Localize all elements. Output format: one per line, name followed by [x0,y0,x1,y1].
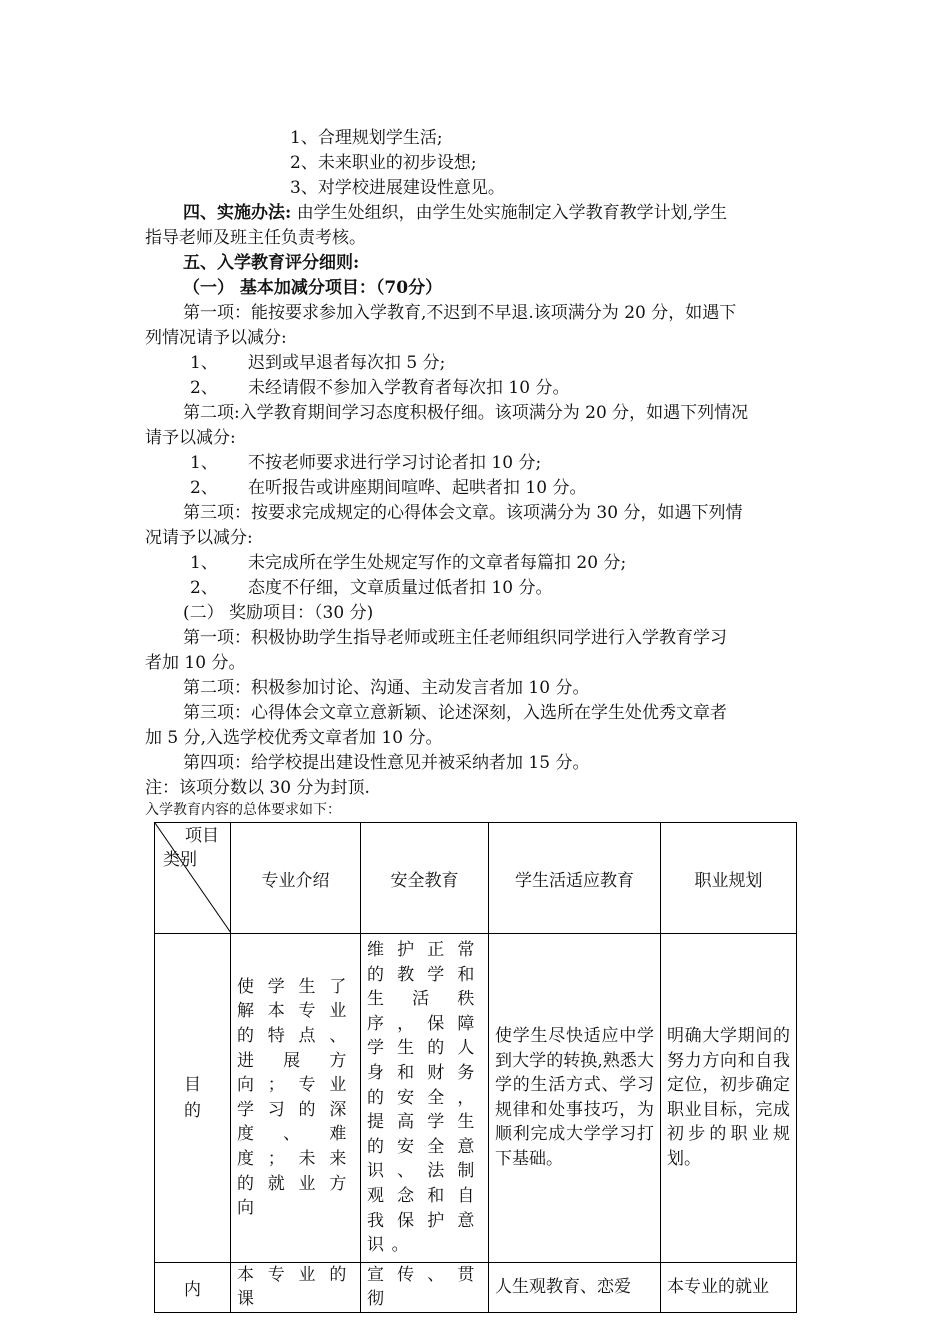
header-safety-education: 安全教育 [361,823,489,934]
content-life-adaptation: 人生观教育、恋爱 [489,1262,661,1312]
content-major-intro: 本专业的课 [231,1262,361,1312]
item1-sub2: 2、 未经请假不参加入学教育者每次扣 10 分。 [190,378,570,398]
reward-title: (二） 奖励项目：（30 分) [183,603,374,623]
corner-top-label: 项目 [185,826,219,846]
reward3-line1: 第三项：心得体会文章立意新颖、论述深刻，入选所在学生处优秀文章者 [183,703,727,723]
list-item-3: 3、对学校进展建设性意见。 [290,178,505,198]
note: 注：该项分数以 30 分为封顶. [145,778,370,798]
table-row-purpose [155,934,797,1263]
reward1-line2: 者加 10 分。 [145,653,246,673]
section5-title: 五、入学教育评分细则: [183,253,360,273]
content-career-planning: 本专业的就业 [661,1262,797,1312]
reward3-line2: 加 5 分,入选学校优秀文章者加 10 分。 [145,728,443,748]
table-row-content [155,1262,797,1312]
row-label-purpose: 目的 [155,934,231,1263]
item3-line2: 况请予以减分: [145,528,253,548]
education-requirements-table [154,822,797,1313]
section4-line1 [183,201,727,225]
corner-bottom-label: 类别 [163,850,197,870]
reward2: 第二项：积极参加讨论、沟通、主动发言者加 10 分。 [183,678,590,698]
item3-line1: 第三项：按要求完成规定的心得体会文章。该项满分为 30 分，如遇下列情 [183,503,743,523]
section4-title: 四、实施办法: [183,203,292,223]
item2-sub1: 1、 不按老师要求进行学习讨论者扣 10 分; [190,453,542,473]
item1-sub1: 1、 迟到或早退者每次扣 5 分; [190,353,446,373]
reward4: 第四项：给学校提出建设性意见并被采纳者加 15 分。 [183,753,590,773]
item2-line2: 请予以减分: [145,428,236,448]
header-major-intro: 专业介绍 [231,823,361,934]
header-career-planning: 职业规划 [661,823,797,934]
table-intro: 入学教育内容的总体要求如下： [145,802,341,818]
item1-line1: 第一项：能按要求参加入学教育,不迟到不早退.该项满分为 20 分，如遇下 [183,303,737,323]
list-item-1: 1、合理规划学生活; [290,128,443,148]
purpose-major-intro: 使学生了解本专业的特点、进展方向；专业学习的深度、难度；未来的就业方向 [231,934,361,1263]
corner-cell [155,823,231,934]
item3-sub1: 1、 未完成所在学生处规定写作的文章者每篇扣 20 分; [190,553,627,573]
reward1-line1: 第一项：积极协助学生指导老师或班主任老师组织同学进行入学教育学习 [183,628,727,648]
row-label-content: 内 [155,1262,231,1312]
content-safety-education: 宣传、贯彻 [361,1262,489,1312]
table-header-row [155,823,797,934]
item3-sub2: 2、 态度不仔细，文章质量过低者扣 10 分。 [190,578,553,598]
purpose-safety-education: 维护正常的教学和生活秩序，保障学生的人身和财务的安全，提高学生的安全意识、法制观念和自我保护意识。 [361,934,489,1263]
purpose-career-planning: 明确大学期间的努力方向和自我定位，初步确定职业目标，完成初步的职业规划。 [661,934,797,1263]
section4-line2: 指导老师及班主任负责考核。 [145,228,366,248]
item2-line1: 第二项:入学教育期间学习态度积极仔细。该项满分为 20 分，如遇下列情况 [183,403,749,423]
header-life-adaptation: 学生活适应教育 [489,823,661,934]
item1-line2: 列情况请予以减分: [145,328,287,348]
list-item-2: 2、未来职业的初步设想; [290,153,477,173]
basic-items-title: （一） 基本加减分项目：（70分） [183,278,443,298]
item2-sub2: 2、 在听报告或讲座期间喧哗、起哄者扣 10 分。 [190,478,587,498]
section4-text: 由学生处组织，由学生处实施制定入学教育教学计划,学生 [296,203,728,223]
purpose-life-adaptation: 使学生尽快适应中学到大学的转换,熟悉大学的生活方式、学习规律和处事技巧，为顺利完成大学学习打下基础。 [489,934,661,1263]
